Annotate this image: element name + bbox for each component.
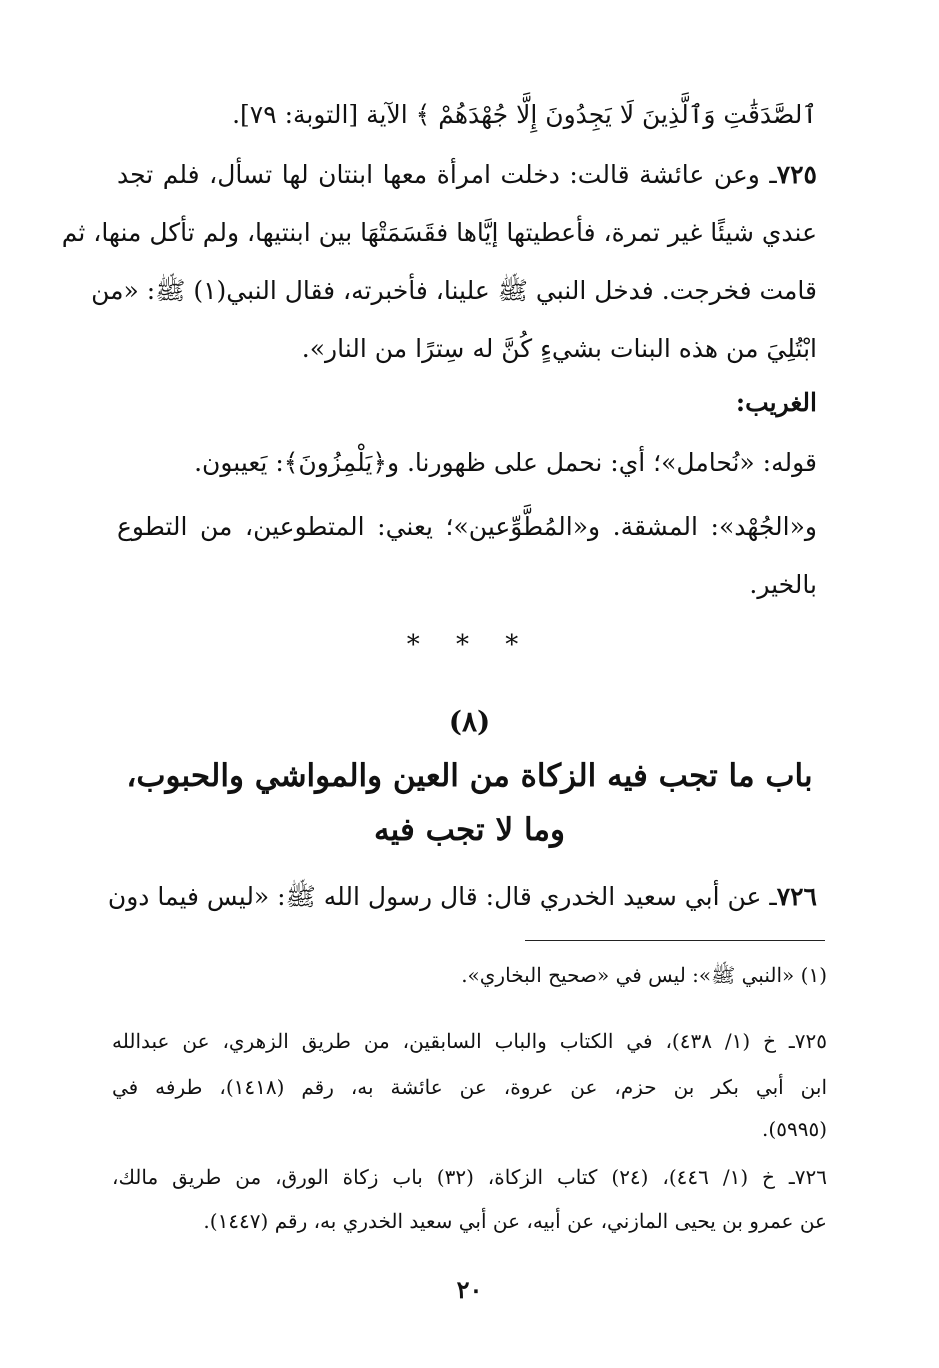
- hadith-726-line: [107, 882, 817, 912]
- hadith-725-line-3: قامت فخرجت. فدخل النبي ﷺ علينا، فأخبرته، فقال النبي(١) ﷺ: «من: [91, 276, 817, 305]
- takhrij-725-line-3: (٥٩٩٥).: [762, 1117, 827, 1141]
- chapter-title-line-2: وما لا تجب فيه: [374, 812, 565, 848]
- hadith-number: ٧٢٦: [776, 882, 817, 911]
- hadith-number: ٧٢٥: [776, 160, 817, 189]
- hadith-725-line-4: ابْتُلِيَ من هذه البنات بشيءٍ كُنَّ له سِترًا من النار».: [301, 334, 817, 363]
- hadith-725-line-1: [117, 160, 817, 190]
- takhrij-726-line-2: عن عمرو بن يحيى المازني، عن أبيه، عن أبي سعيد الخدري به، رقم (١٤٤٧).: [203, 1209, 827, 1233]
- page-number: ٢٠: [456, 1275, 483, 1304]
- takhrij-725-line-2: ابن أبي بكر بن حزم، عن عروة، عن عائشة به، رقم (١٤١٨)، طرفه في: [112, 1075, 827, 1099]
- quran-verse-line: ٱلصَّدَقَٰتِ وَٱلَّذِينَ لَا يَجِدُونَ إِلَّا جُهْدَهُمْ ﴾ الآية [التوبة: ٧٩].: [232, 100, 817, 129]
- section-separator: * * *: [406, 630, 533, 660]
- gharib-line-2: و«الجُهْد»: المشقة. و«المُطَّوِّعين»؛ يعني: المتطوعين، من التطوع: [117, 512, 817, 541]
- takhrij-726-line-1: ٧٢٦ـ خ (١/ ٤٤٦)، (٢٤) كتاب الزكاة، (٣٢) باب زكاة الورق، من طريق مالك،: [112, 1165, 827, 1189]
- hadith-726-text: ـ عن أبي سعيد الخدري قال: قال رسول الله ﷺ: «ليس فيما دون: [107, 882, 777, 911]
- chapter-number: (٨): [448, 705, 491, 738]
- footnote-divider: [525, 940, 825, 941]
- takhrij-725-line-1: ٧٢٥ـ خ (١/ ٤٣٨)، في الكتاب والباب السابقين، من طريق الزهري، عن عبدالله: [112, 1029, 827, 1053]
- chapter-title-line-1: باب ما تجب فيه الزكاة من العين والمواشي والحبوب،: [126, 758, 813, 794]
- gharib-heading: الغريب:: [735, 388, 817, 417]
- gharib-line-3: بالخير.: [749, 570, 817, 599]
- hadith-725-line-2: عندي شيئًا غير تمرة، فأعطيتها إيَّاها فقَسَمَتْهَا بين ابنتيها، ولم تأكل منها، ثم: [61, 218, 817, 247]
- gharib-line-1: قوله: «نُحامل»؛ أي: نحمل على ظهورنا. و﴿يَلْمِزُونَ﴾: يَعيبون.: [194, 448, 817, 477]
- hadith-725-line-1-text: ـ وعن عائشة قالت: دخلت امرأة معها ابنتان لها تسأل، فلم تجد: [117, 160, 777, 189]
- footnote-1: (١) «النبي ﷺ»: ليس في «صحيح البخاري».: [461, 963, 827, 987]
